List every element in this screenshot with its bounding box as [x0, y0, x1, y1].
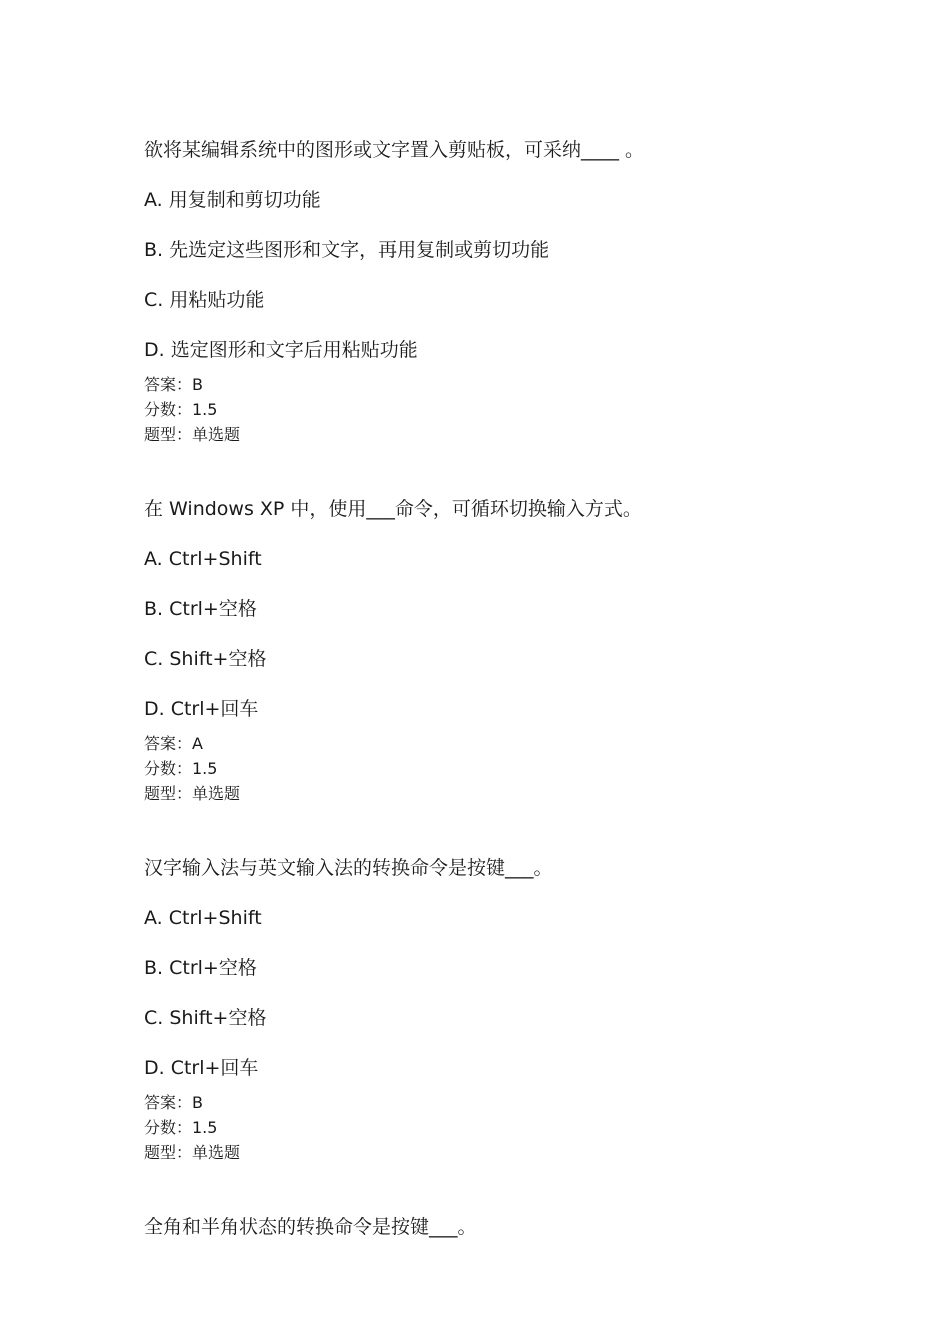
- option-b: B. Ctrl+空格: [144, 957, 257, 979]
- option-c: C. Shift+空格: [144, 1007, 267, 1029]
- question-2: [144, 495, 864, 806]
- score-line: 分数：1.5: [144, 759, 218, 778]
- answer-line: 答案：B: [144, 1093, 203, 1112]
- question-spacer: [144, 447, 864, 495]
- question-spacer: [144, 806, 864, 854]
- score-line: 分数：1.5: [144, 400, 218, 419]
- question-stem: 汉字输入法与英文输入法的转换命令是按键___。: [144, 857, 553, 879]
- type-line: 题型：单选题: [144, 425, 241, 444]
- question-meta: [144, 1090, 864, 1165]
- question-stem: 全角和半角状态的转换命令是按键___。: [144, 1216, 477, 1238]
- document-page: [144, 136, 864, 1241]
- answer-line: 答案：A: [144, 734, 203, 753]
- option-a: A. 用复制和剪切功能: [144, 189, 321, 211]
- option-a: A. Ctrl+Shift: [144, 907, 262, 929]
- option-c: C. 用粘贴功能: [144, 289, 265, 311]
- question-stem: 欲将某编辑系统中的图形或文字置入剪贴板，可采纳____ 。: [144, 139, 645, 161]
- question-1: [144, 136, 864, 447]
- option-b: B. Ctrl+空格: [144, 598, 257, 620]
- question-meta: [144, 731, 864, 806]
- score-line: 分数：1.5: [144, 1118, 218, 1137]
- question-stem: 在 Windows XP 中，使用___命令，可循环切换输入方式。: [144, 498, 642, 520]
- option-b: B. 先选定这些图形和文字，再用复制或剪切功能: [144, 239, 550, 261]
- option-d: D. 选定图形和文字后用粘贴功能: [144, 339, 418, 361]
- question-3: [144, 854, 864, 1165]
- type-line: 题型：单选题: [144, 1143, 241, 1162]
- option-a: A. Ctrl+Shift: [144, 548, 262, 570]
- question-spacer: [144, 1165, 864, 1213]
- type-line: 题型：单选题: [144, 784, 241, 803]
- answer-line: 答案：B: [144, 375, 203, 394]
- option-d: D. Ctrl+回车: [144, 698, 259, 720]
- option-d: D. Ctrl+回车: [144, 1057, 259, 1079]
- option-c: C. Shift+空格: [144, 648, 267, 670]
- question-4: [144, 1213, 864, 1241]
- question-meta: [144, 372, 864, 447]
